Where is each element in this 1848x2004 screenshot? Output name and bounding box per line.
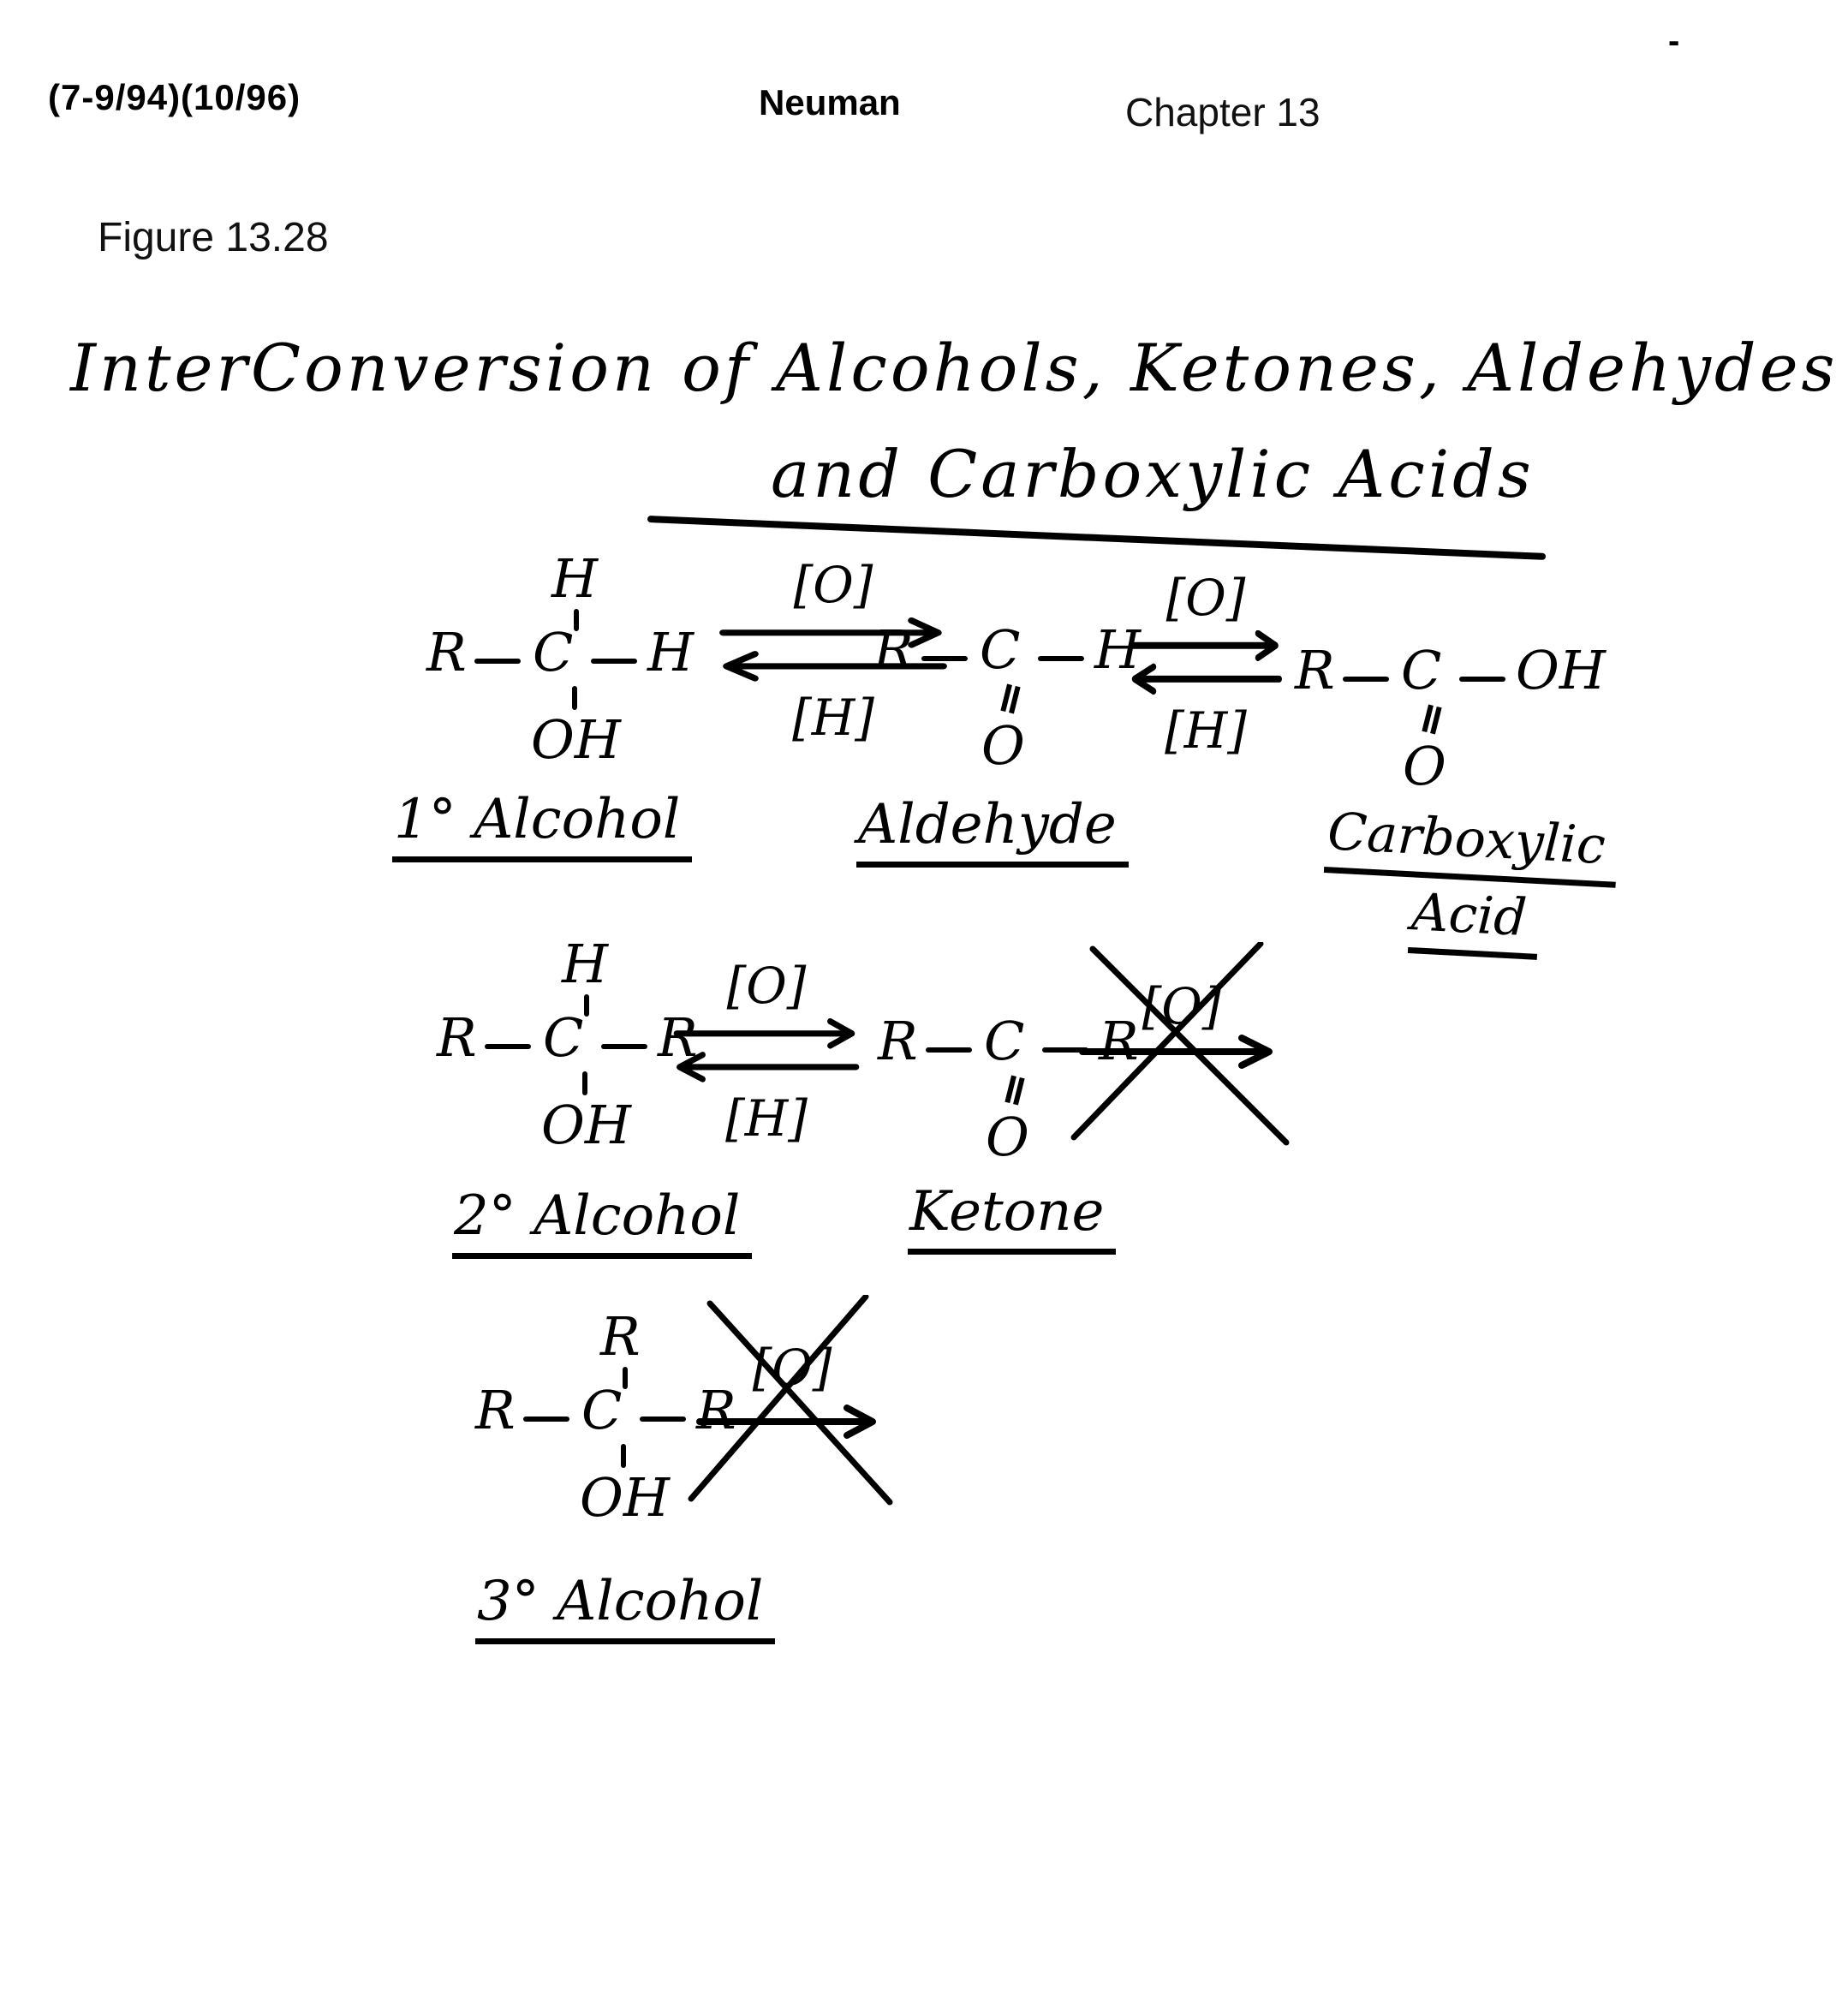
label-ketone: Ketone xyxy=(908,1182,1116,1255)
atom-carbon: C xyxy=(984,1010,1025,1072)
atom-r-group: R xyxy=(437,1006,477,1069)
reduction-label: [H] xyxy=(1165,701,1247,760)
bond-horizontal xyxy=(1343,677,1389,682)
equilibrium-arrows-icon xyxy=(672,1018,861,1087)
label-carboxylic-line2: Acid xyxy=(1408,884,1541,960)
atom-top-r-group: R xyxy=(600,1305,641,1368)
oxidation-label: [O] xyxy=(752,1339,832,1397)
label-aldehyde: Aldehyde xyxy=(856,795,1129,868)
label-tertiary-alcohol: 3° Alcohol xyxy=(475,1572,775,1644)
atom-h: H xyxy=(647,621,694,683)
bond-horizontal xyxy=(601,1044,647,1049)
bond-double xyxy=(1000,684,1020,714)
revision-date-code: (7-9/94)(10/96) xyxy=(48,77,301,117)
atom-carbon: C xyxy=(581,1379,623,1441)
bond-horizontal xyxy=(640,1417,686,1422)
atom-h: H xyxy=(1094,618,1142,681)
label-primary-alcohol: 1° Alcohol xyxy=(392,790,692,862)
title-line-2: and Carboxylic Acids xyxy=(771,436,1535,512)
stray-scan-mark: - xyxy=(1668,22,1680,60)
row1-carboxylic-acid-structure xyxy=(1295,639,1606,798)
atom-r-group: R xyxy=(475,1379,516,1441)
row2-equilibrium xyxy=(672,957,861,1147)
chapter-heading: Chapter 13 xyxy=(1125,90,1320,134)
row1-aldehyde-structure xyxy=(873,618,1165,778)
oxidation-label: [O] xyxy=(726,957,807,1015)
bond-horizontal xyxy=(591,659,637,664)
title-underline xyxy=(647,516,1546,560)
row2-blocked-oxidation xyxy=(1062,942,1302,1148)
bond-vertical xyxy=(584,994,589,1017)
atom-r-group: R xyxy=(873,618,914,681)
oxidation-label: [O] xyxy=(1142,977,1222,1035)
atom-carbon: C xyxy=(980,618,1021,681)
atom-top-h: H xyxy=(551,547,599,610)
atom-r-group: R xyxy=(878,1010,918,1072)
atom-hydroxyl: OH xyxy=(531,708,621,771)
figure-label: Figure 13.28 xyxy=(98,215,329,260)
atom-r-group: R xyxy=(1099,1010,1139,1072)
title-line-1: InterConversion of Alcohols, Ketones, Aldehydes xyxy=(70,330,1839,406)
bond-vertical xyxy=(572,686,577,710)
bond-horizontal xyxy=(474,659,521,664)
row3-blocked-oxidation xyxy=(681,1295,903,1509)
reduction-label: [H] xyxy=(725,1088,808,1148)
atom-r-group: R xyxy=(658,1006,698,1069)
bond-horizontal xyxy=(1459,677,1505,682)
atom-r-group: R xyxy=(1295,639,1335,701)
row1-primary-alcohol-structure xyxy=(426,547,718,779)
atom-top-h: H xyxy=(562,933,609,995)
bond-double xyxy=(1004,1076,1024,1106)
atom-oxygen: O xyxy=(986,1106,1029,1168)
bond-vertical xyxy=(574,609,579,631)
label-carboxylic-line1: Carboxylic xyxy=(1324,803,1618,888)
atom-carbon: C xyxy=(533,621,574,683)
atom-oxygen: O xyxy=(1403,735,1446,797)
atom-hydroxyl: OH xyxy=(1516,639,1606,701)
bond-horizontal xyxy=(1038,656,1084,661)
oxidation-label: [O] xyxy=(1165,569,1246,627)
atom-carbon: C xyxy=(1401,639,1442,701)
bond-vertical xyxy=(623,1367,628,1389)
reduction-label: [H] xyxy=(792,688,874,747)
bond-horizontal xyxy=(485,1044,531,1049)
bond-horizontal xyxy=(921,656,968,661)
bond-horizontal xyxy=(926,1047,972,1053)
bond-vertical xyxy=(582,1071,587,1095)
oxidation-label: [O] xyxy=(793,556,873,614)
atom-hydroxyl: OH xyxy=(541,1094,631,1156)
atom-r-group: R xyxy=(426,621,467,683)
bond-double xyxy=(1422,705,1441,735)
atom-carbon: C xyxy=(543,1006,584,1069)
row1-equilibrium-2 xyxy=(1129,570,1283,759)
crossed-arrow-icon xyxy=(1062,942,1302,1148)
author-name: Neuman xyxy=(759,82,901,122)
bond-vertical xyxy=(621,1444,626,1468)
equilibrium-arrows-icon xyxy=(1129,630,1283,699)
atom-r-group: R xyxy=(696,1379,736,1441)
atom-hydroxyl: OH xyxy=(580,1466,670,1529)
label-secondary-alcohol: 2° Alcohol xyxy=(452,1186,752,1259)
crossed-arrow-icon xyxy=(681,1295,903,1509)
bond-horizontal xyxy=(523,1417,569,1422)
atom-oxygen: O xyxy=(981,714,1025,777)
